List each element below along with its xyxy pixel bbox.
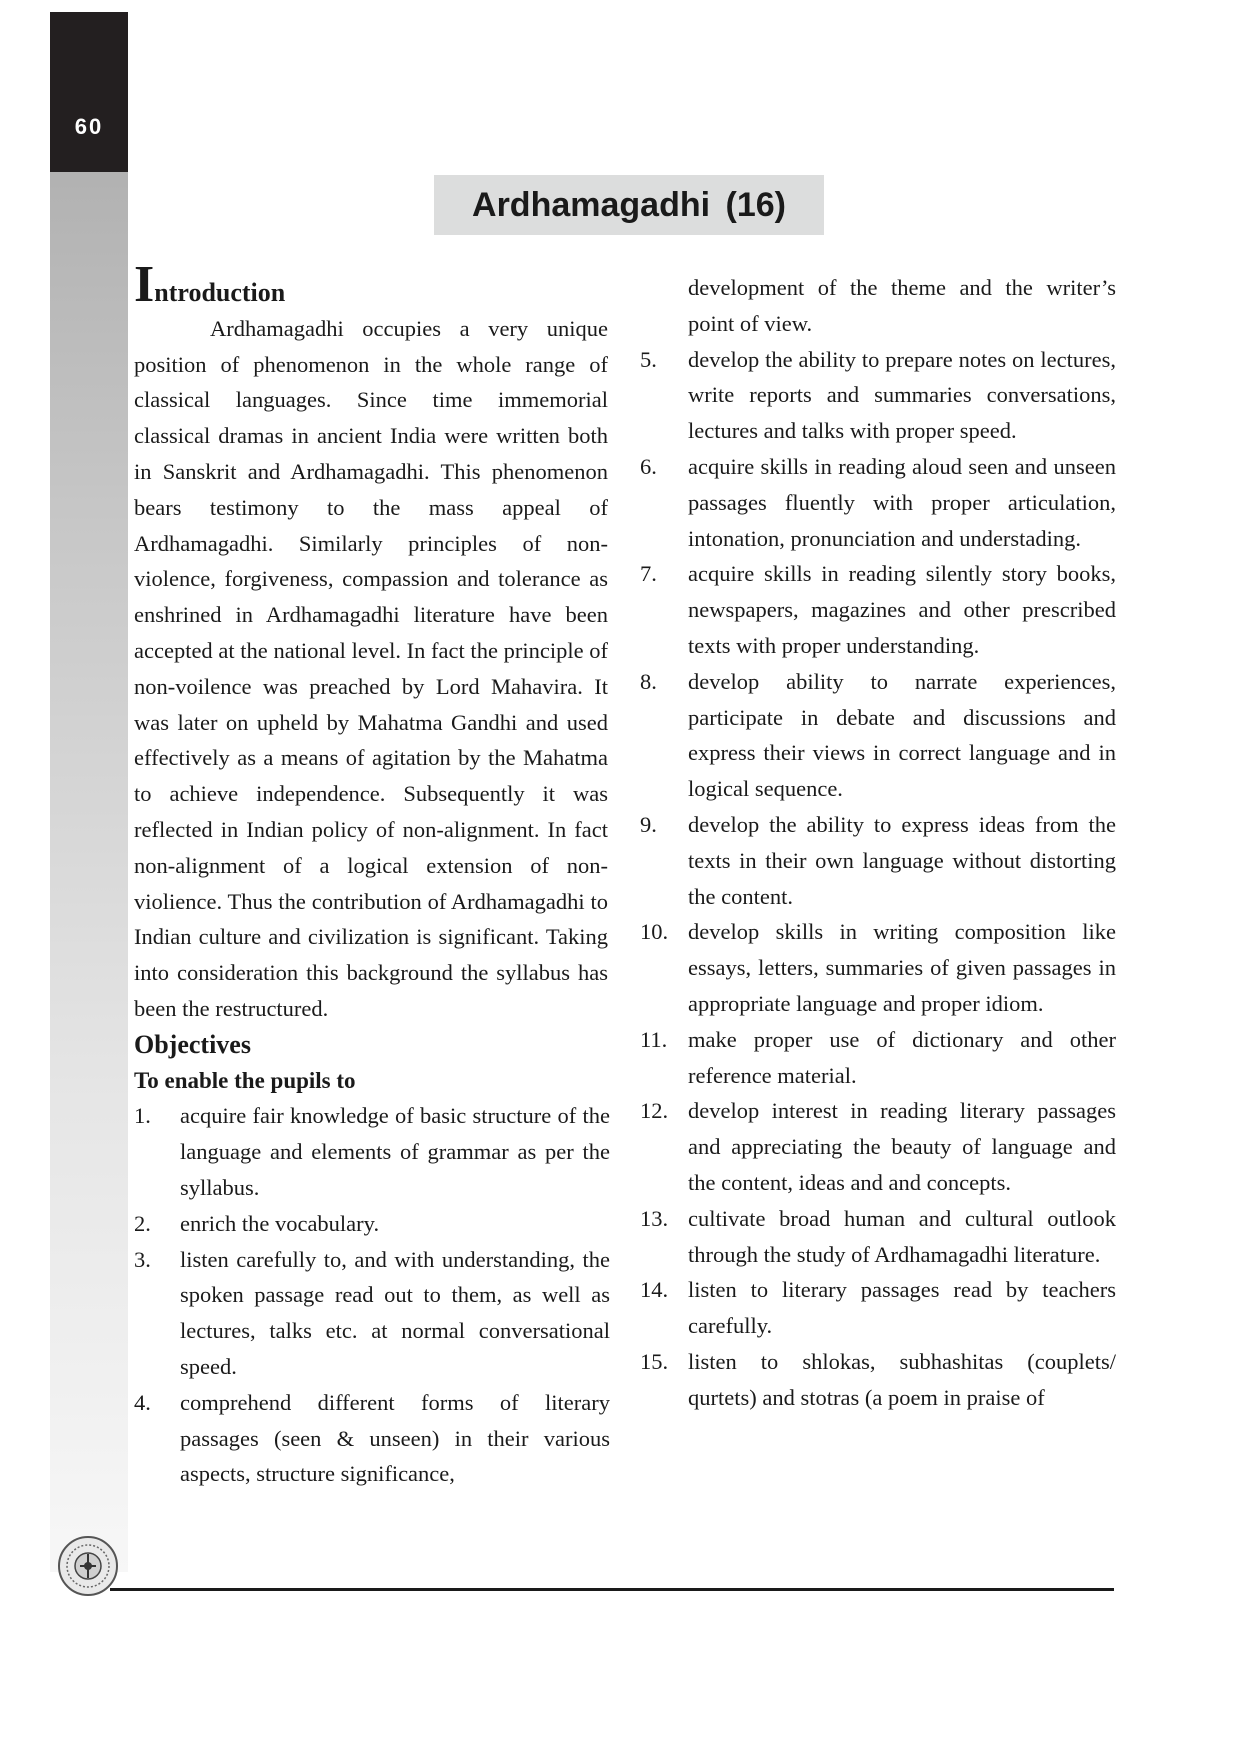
objectives-subheading: To enable the pupils to <box>134 1067 356 1093</box>
introduction-paragraph: Ardhamagadhi occupies a very unique position of phenomenon in the whole range of classical languages. Since time immemorial classical dramas in ancient India were written both in Sanskrit and Ardhamagadhi. This phenomenon bears testimony to the mass appeal of Ardhamagadhi. Similarly principles of non-violence, forgiveness, compassion and tolerance as enshrined in Ardhamagadhi literature have been accepted at the national level. In fact the principle of non-voilence was preached by Lord Mahavira. It was later on upheld by Mahatma Gandhi and used effectively as a means of agitation by the Mahatma to achieve independence. Subsequently it was reflected in Indian policy of non-alignment. In fact non-alignment of a logical extension of non-violience. Thus the contribution of Ardhamagadhi to Indian culture and civilization is significant. Taking into consideration this background the syllabus has been the restructured. <box>134 315 608 1021</box>
objective-item <box>640 807 1116 914</box>
objective-item <box>640 1093 1116 1200</box>
objective-text: develop skills in writing composition like essays, letters, summaries of given passages in appropriate language and proper idiom. <box>688 919 1116 1016</box>
objectives-list-right <box>640 342 1116 1416</box>
side-strip <box>50 12 128 1572</box>
objective-item <box>640 1201 1116 1273</box>
objective-number: 5. <box>640 346 657 372</box>
objective-item <box>134 1098 610 1205</box>
introduction-heading-text: ntroduction <box>154 278 286 307</box>
objective-item <box>640 1344 1116 1416</box>
objective-item <box>134 1385 610 1492</box>
right-column <box>640 270 1116 1416</box>
objective-item <box>134 1242 610 1385</box>
introduction-heading <box>134 256 610 313</box>
objective-item <box>640 556 1116 663</box>
objective-item <box>640 342 1116 449</box>
objective-text: cultivate broad human and cultural outlook through the study of Ardhamagadhi literature. <box>688 1205 1116 1267</box>
objective-number: 2. <box>134 1210 151 1236</box>
bottom-rule <box>110 1588 1114 1591</box>
objective-text: listen to literary passages read by teachers carefully. <box>688 1277 1116 1339</box>
objective-number: 11. <box>640 1026 668 1052</box>
objective-item <box>134 1206 610 1242</box>
objectives-list-left <box>134 1098 610 1492</box>
objective-number: 15. <box>640 1348 669 1374</box>
objective-number: 13. <box>640 1205 669 1231</box>
objective-text: make proper use of dictionary and other reference material. <box>688 1026 1116 1088</box>
objective-item <box>640 1022 1116 1094</box>
objective-text: listen carefully to, and with understanding, the spoken passage read out to them, as well as lectures, talks etc. at normal conversational speed. <box>180 1246 610 1379</box>
dropcap: I <box>134 256 155 313</box>
page-number: 60 <box>74 114 104 139</box>
objective-text: develop the ability to express ideas from the texts in their own language without distorting the content. <box>688 811 1116 909</box>
objective-number: 7. <box>640 561 657 587</box>
objective-text: enrich the vocabulary. <box>180 1210 380 1236</box>
objective-text: develop the ability to prepare notes on lectures, write reports and summaries conversations, lectures and talks with proper speed. <box>688 346 1116 444</box>
objective-item <box>640 664 1116 807</box>
objective-number: 10. <box>640 919 669 945</box>
objective-text: acquire fair knowledge of basic structure of the language and elements of grammar as per the syllabus. <box>180 1103 610 1200</box>
objective-text: develop interest in reading literary passages and appreciating the beauty of language and the content, ideas and and concepts. <box>688 1098 1116 1195</box>
objectives-heading: Objectives <box>134 1029 251 1059</box>
objective-text: listen to shlokas, subhashitas (couplets/ qurtets) and stotras (a poem in praise of <box>688 1348 1116 1410</box>
left-column <box>134 256 610 1492</box>
objective-item <box>640 449 1116 556</box>
objective-number: 14. <box>640 1277 669 1303</box>
objective-text: comprehend different forms of literary passages (seen & unseen) in their various aspects, structure significance, <box>180 1389 610 1487</box>
page-title: Ardhamagadhi (16) <box>472 185 786 224</box>
objective-text: develop ability to narrate experiences, participate in debate and discussions and express their views in correct language and in logical sequence. <box>688 668 1116 802</box>
objective-continuation: development of the theme and the writer’s point of view. <box>688 275 1116 336</box>
objective-number: 4. <box>134 1389 151 1415</box>
objective-number: 1. <box>134 1103 151 1129</box>
objective-number: 12. <box>640 1098 669 1124</box>
objective-number: 3. <box>134 1246 151 1272</box>
objective-item <box>640 1272 1116 1344</box>
objective-number: 8. <box>640 668 657 694</box>
objective-number: 6. <box>640 453 657 479</box>
page-number-tab <box>50 12 128 172</box>
objective-item <box>640 914 1116 1021</box>
objective-text: acquire skills in reading silently story books, newspapers, magazines and other prescribed texts with proper understanding. <box>688 561 1116 658</box>
title-box <box>434 175 824 235</box>
objective-text: acquire skills in reading aloud seen and unseen passages fluently with proper articulation, intonation, pronunciation and understading. <box>688 453 1116 551</box>
objective-number: 9. <box>640 811 657 837</box>
